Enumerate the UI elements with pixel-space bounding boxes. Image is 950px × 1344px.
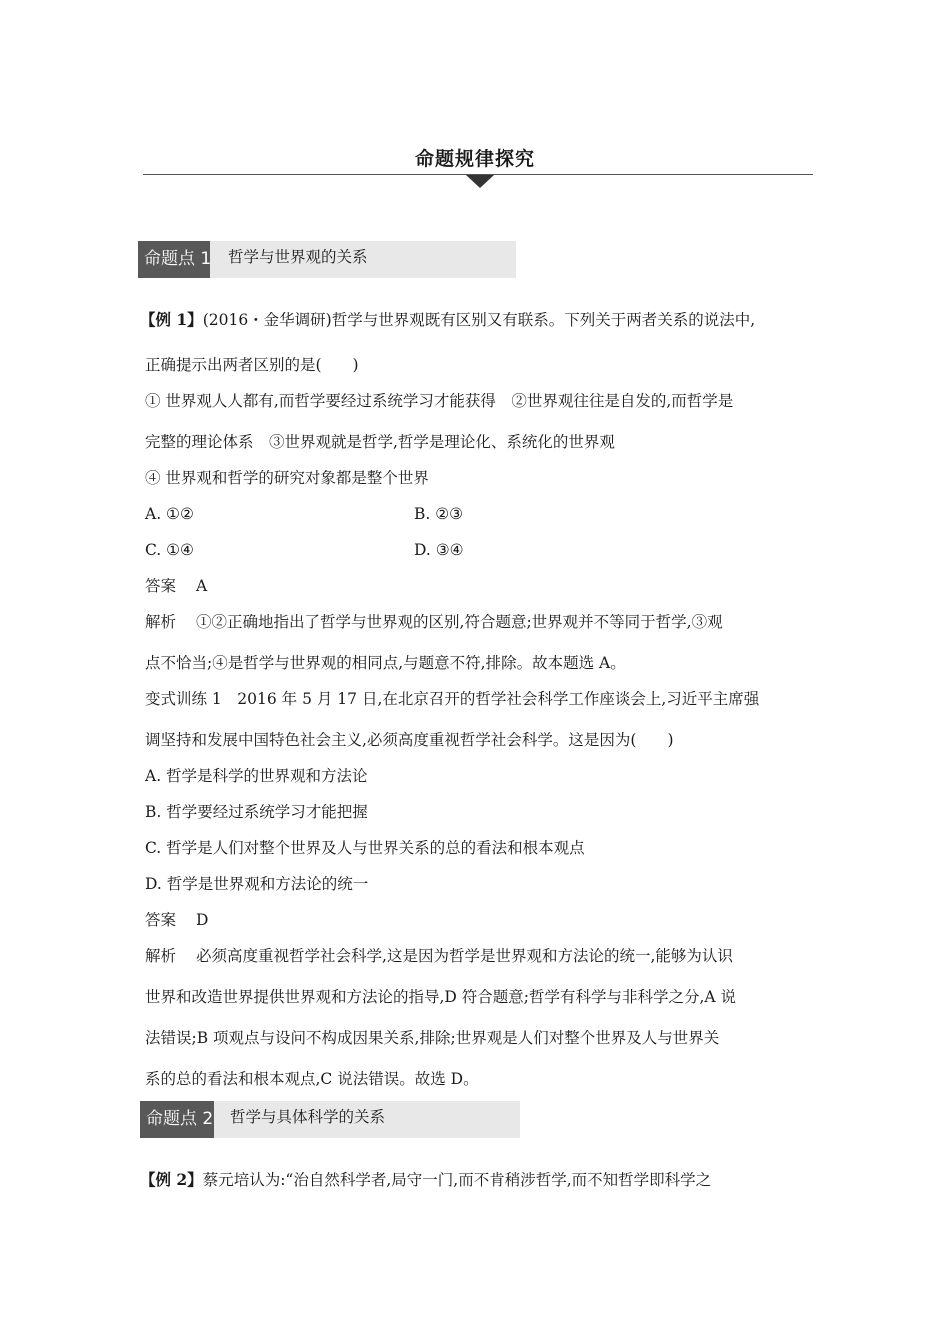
example-2-tag: 【例 2】 [140, 1170, 203, 1189]
practice-1-analysis-line3: 法错误;B 项观点与设问不构成因果关系,排除;世界观是人们对整个世界及人与世界关 [145, 1029, 720, 1047]
topic-title-2: 哲学与具体科学的关系 [230, 1108, 386, 1126]
answer-value: D [196, 911, 209, 929]
example-1-option-d: D. ③④ [414, 541, 464, 559]
example-1-statement-1: ① 世界观人人都有,而哲学要经过系统学习才能获得 ②世界观往往是自发的,而哲学是 [145, 392, 734, 410]
section-title: 命题规律探究 [414, 148, 535, 170]
practice-1-analysis [145, 946, 733, 966]
practice-1-option-b: B. 哲学要经过系统学习才能把握 [145, 803, 368, 821]
example-1-option-b: B. ②③ [414, 505, 464, 523]
analysis-label: 解析 [145, 613, 177, 631]
topic-header-1 [138, 241, 516, 278]
example-1-statement-2: 完整的理论体系 ③世界观就是哲学,哲学是理论化、系统化的世界观 [145, 433, 615, 451]
down-triangle-icon [466, 175, 494, 188]
example-1-line2: 正确提示出两者区别的是( ) [145, 356, 359, 374]
practice-1-answer [145, 910, 208, 930]
example-1-option-a: A. ①② [145, 505, 194, 523]
topic-badge-1: 命题点 1 [138, 241, 210, 278]
analysis-label: 解析 [145, 947, 177, 965]
example-2-line1: 蔡元培认为:“治自然科学者,局守一门,而不肯稍涉哲学,而不知哲学即科学之 [202, 1171, 712, 1189]
answer-value: A [196, 577, 208, 595]
example-1-tag: 【例 1】 [140, 310, 203, 329]
answer-label: 答案 [145, 577, 177, 595]
practice-1-line1: 变式训练 1 2016 年 5 月 17 日,在北京召开的哲学社会科学工作座谈会上,习近平主席强 [145, 690, 760, 708]
topic-header-2 [140, 1101, 520, 1138]
answer-label: 答案 [145, 911, 177, 929]
example-1-statement-3: ④ 世界观和哲学的研究对象都是整个世界 [145, 469, 429, 487]
practice-1-option-a: A. 哲学是科学的世界观和方法论 [145, 767, 368, 785]
analysis-line1: 必须高度重视哲学社会科学,这是因为哲学是世界观和方法论的统一,能够为认识 [196, 947, 733, 965]
example-2-question [140, 1170, 711, 1190]
practice-1-line2: 调坚持和发展中国特色社会主义,必须高度重视哲学社会科学。这是因为( ) [145, 731, 674, 749]
example-1-option-c: C. ①④ [145, 541, 194, 559]
practice-1-option-d: D. 哲学是世界观和方法论的统一 [145, 875, 369, 893]
practice-1-analysis-line2: 世界和改造世界提供世界观和方法论的指导,D 符合题意;哲学有科学与非科学之分,A 说 [145, 988, 737, 1006]
practice-1-analysis-line4: 系的总的看法和根本观点,C 说法错误。故选 D。 [145, 1070, 479, 1088]
topic-title-1: 哲学与世界观的关系 [228, 248, 368, 266]
example-1-analysis-line2: 点不恰当;④是哲学与世界观的相同点,与题意不符,排除。故本题选 A。 [145, 654, 626, 672]
practice-1-option-c: C. 哲学是人们对整个世界及人与世界关系的总的看法和根本观点 [145, 839, 585, 857]
example-1-analysis [145, 612, 723, 632]
example-1-question [140, 310, 755, 330]
example-1-answer [145, 576, 207, 596]
analysis-line1: ①②正确地指出了哲学与世界观的区别,符合题意;世界观并不等同于哲学,③观 [196, 613, 723, 631]
topic-badge-2: 命题点 2 [140, 1101, 214, 1138]
example-1-line1: (2016・金华调研)哲学与世界观既有区别又有联系。下列关于两者关系的说法中, [202, 311, 756, 329]
